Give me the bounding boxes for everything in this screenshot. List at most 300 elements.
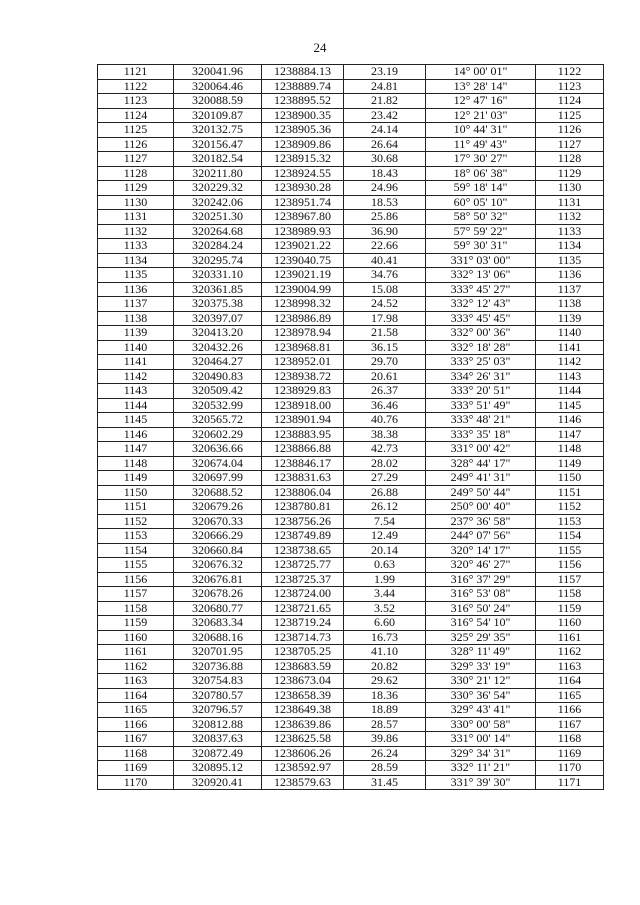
y-coordinate-cell: 1238780.81 <box>262 500 344 515</box>
point-to-cell: 1123 <box>536 79 604 94</box>
table-row <box>98 326 604 341</box>
page-number: 24 <box>313 40 327 55</box>
table-row <box>98 456 604 471</box>
distance-cell: 24.52 <box>344 297 426 312</box>
bearing-cell: 12° 47' 16" <box>426 94 536 109</box>
point-to-cell: 1150 <box>536 471 604 486</box>
bearing-cell: 18° 06' 38" <box>426 166 536 181</box>
table-row <box>98 427 604 442</box>
point-to-cell: 1168 <box>536 732 604 747</box>
table-row <box>98 137 604 152</box>
table-row <box>98 108 604 123</box>
y-coordinate-cell: 1238938.72 <box>262 369 344 384</box>
table-row <box>98 775 604 790</box>
point-from-cell: 1123 <box>98 94 174 109</box>
distance-cell: 24.81 <box>344 79 426 94</box>
x-coordinate-cell: 320920.41 <box>174 775 262 790</box>
x-coordinate-cell: 320211.80 <box>174 166 262 181</box>
point-to-cell: 1141 <box>536 340 604 355</box>
table-row <box>98 645 604 660</box>
table-row <box>98 94 604 109</box>
table-row <box>98 558 604 573</box>
table-row <box>98 79 604 94</box>
table-row <box>98 529 604 544</box>
point-from-cell: 1166 <box>98 717 174 732</box>
y-coordinate-cell: 1238866.88 <box>262 442 344 457</box>
point-to-cell: 1144 <box>536 384 604 399</box>
x-coordinate-cell: 320754.83 <box>174 674 262 689</box>
x-coordinate-cell: 320361.85 <box>174 282 262 297</box>
point-to-cell: 1157 <box>536 572 604 587</box>
y-coordinate-cell: 1238901.94 <box>262 413 344 428</box>
distance-cell: 16.73 <box>344 630 426 645</box>
coordinate-table <box>97 64 604 790</box>
point-from-cell: 1168 <box>98 746 174 761</box>
bearing-cell: 333° 48' 21" <box>426 413 536 428</box>
bearing-cell: 331° 00' 14" <box>426 732 536 747</box>
y-coordinate-cell: 1238721.65 <box>262 601 344 616</box>
bearing-cell: 320° 46' 27" <box>426 558 536 573</box>
distance-cell: 6.60 <box>344 616 426 631</box>
point-from-cell: 1122 <box>98 79 174 94</box>
x-coordinate-cell: 320636.66 <box>174 442 262 457</box>
bearing-cell: 332° 00' 36" <box>426 326 536 341</box>
y-coordinate-cell: 1238725.37 <box>262 572 344 587</box>
y-coordinate-cell: 1238989.93 <box>262 224 344 239</box>
point-to-cell: 1122 <box>536 65 604 80</box>
distance-cell: 42.73 <box>344 442 426 457</box>
bearing-cell: 332° 12' 43" <box>426 297 536 312</box>
table-row <box>98 688 604 703</box>
distance-cell: 20.61 <box>344 369 426 384</box>
distance-cell: 26.64 <box>344 137 426 152</box>
bearing-cell: 59° 18' 14" <box>426 181 536 196</box>
distance-cell: 0.63 <box>344 558 426 573</box>
point-to-cell: 1136 <box>536 268 604 283</box>
table-row <box>98 340 604 355</box>
x-coordinate-cell: 320678.26 <box>174 587 262 602</box>
bearing-cell: 13° 28' 14" <box>426 79 536 94</box>
y-coordinate-cell: 1239004.99 <box>262 282 344 297</box>
distance-cell: 29.62 <box>344 674 426 689</box>
table-row <box>98 485 604 500</box>
distance-cell: 18.36 <box>344 688 426 703</box>
table-row <box>98 572 604 587</box>
y-coordinate-cell: 1238986.89 <box>262 311 344 326</box>
table-row <box>98 616 604 631</box>
bearing-cell: 320° 14' 17" <box>426 543 536 558</box>
distance-cell: 15.08 <box>344 282 426 297</box>
x-coordinate-cell: 320872.49 <box>174 746 262 761</box>
distance-cell: 23.19 <box>344 65 426 80</box>
bearing-cell: 328° 11' 49" <box>426 645 536 660</box>
bearing-cell: 330° 00' 58" <box>426 717 536 732</box>
point-from-cell: 1163 <box>98 674 174 689</box>
y-coordinate-cell: 1238951.74 <box>262 195 344 210</box>
y-coordinate-cell: 1238884.13 <box>262 65 344 80</box>
distance-cell: 26.24 <box>344 746 426 761</box>
distance-cell: 36.46 <box>344 398 426 413</box>
point-to-cell: 1170 <box>536 761 604 776</box>
point-to-cell: 1140 <box>536 326 604 341</box>
point-from-cell: 1142 <box>98 369 174 384</box>
bearing-cell: 249° 50' 44" <box>426 485 536 500</box>
bearing-cell: 331° 03' 00" <box>426 253 536 268</box>
x-coordinate-cell: 320688.16 <box>174 630 262 645</box>
x-coordinate-cell: 320602.29 <box>174 427 262 442</box>
x-coordinate-cell: 320676.32 <box>174 558 262 573</box>
point-from-cell: 1167 <box>98 732 174 747</box>
distance-cell: 41.10 <box>344 645 426 660</box>
y-coordinate-cell: 1238900.35 <box>262 108 344 123</box>
y-coordinate-cell: 1238909.86 <box>262 137 344 152</box>
y-coordinate-cell: 1238725.77 <box>262 558 344 573</box>
point-from-cell: 1161 <box>98 645 174 660</box>
point-from-cell: 1128 <box>98 166 174 181</box>
y-coordinate-cell: 1238673.04 <box>262 674 344 689</box>
bearing-cell: 316° 50' 24" <box>426 601 536 616</box>
distance-cell: 34.76 <box>344 268 426 283</box>
x-coordinate-cell: 320674.04 <box>174 456 262 471</box>
x-coordinate-cell: 320837.63 <box>174 732 262 747</box>
point-from-cell: 1160 <box>98 630 174 645</box>
point-from-cell: 1162 <box>98 659 174 674</box>
point-to-cell: 1134 <box>536 239 604 254</box>
y-coordinate-cell: 1238579.63 <box>262 775 344 790</box>
point-to-cell: 1160 <box>536 616 604 631</box>
bearing-cell: 244° 07' 56" <box>426 529 536 544</box>
point-to-cell: 1155 <box>536 543 604 558</box>
y-coordinate-cell: 1238978.94 <box>262 326 344 341</box>
distance-cell: 23.42 <box>344 108 426 123</box>
table-row <box>98 659 604 674</box>
x-coordinate-cell: 320413.20 <box>174 326 262 341</box>
point-from-cell: 1121 <box>98 65 174 80</box>
point-from-cell: 1146 <box>98 427 174 442</box>
point-from-cell: 1127 <box>98 152 174 167</box>
table-row <box>98 181 604 196</box>
table-row <box>98 268 604 283</box>
point-to-cell: 1147 <box>536 427 604 442</box>
table-row <box>98 210 604 225</box>
table-row <box>98 297 604 312</box>
point-to-cell: 1163 <box>536 659 604 674</box>
point-to-cell: 1156 <box>536 558 604 573</box>
point-to-cell: 1131 <box>536 195 604 210</box>
table-row <box>98 442 604 457</box>
y-coordinate-cell: 1238714.73 <box>262 630 344 645</box>
point-to-cell: 1126 <box>536 123 604 138</box>
point-to-cell: 1165 <box>536 688 604 703</box>
x-coordinate-cell: 320156.47 <box>174 137 262 152</box>
point-from-cell: 1144 <box>98 398 174 413</box>
point-to-cell: 1129 <box>536 166 604 181</box>
distance-cell: 18.43 <box>344 166 426 181</box>
x-coordinate-cell: 320683.34 <box>174 616 262 631</box>
x-coordinate-cell: 320509.42 <box>174 384 262 399</box>
distance-cell: 24.96 <box>344 181 426 196</box>
distance-cell: 17.98 <box>344 311 426 326</box>
y-coordinate-cell: 1238831.63 <box>262 471 344 486</box>
x-coordinate-cell: 320464.27 <box>174 355 262 370</box>
distance-cell: 18.53 <box>344 195 426 210</box>
point-from-cell: 1154 <box>98 543 174 558</box>
bearing-cell: 332° 18' 28" <box>426 340 536 355</box>
y-coordinate-cell: 1238930.28 <box>262 181 344 196</box>
point-to-cell: 1149 <box>536 456 604 471</box>
x-coordinate-cell: 320182.54 <box>174 152 262 167</box>
bearing-cell: 331° 00' 42" <box>426 442 536 457</box>
point-from-cell: 1132 <box>98 224 174 239</box>
point-from-cell: 1157 <box>98 587 174 602</box>
point-to-cell: 1169 <box>536 746 604 761</box>
distance-cell: 20.82 <box>344 659 426 674</box>
distance-cell: 26.88 <box>344 485 426 500</box>
x-coordinate-cell: 320229.32 <box>174 181 262 196</box>
point-from-cell: 1136 <box>98 282 174 297</box>
distance-cell: 28.02 <box>344 456 426 471</box>
point-to-cell: 1125 <box>536 108 604 123</box>
distance-cell: 40.76 <box>344 413 426 428</box>
distance-cell: 24.14 <box>344 123 426 138</box>
x-coordinate-cell: 320432.26 <box>174 340 262 355</box>
distance-cell: 25.86 <box>344 210 426 225</box>
y-coordinate-cell: 1238705.25 <box>262 645 344 660</box>
distance-cell: 40.41 <box>344 253 426 268</box>
point-to-cell: 1128 <box>536 152 604 167</box>
bearing-cell: 14° 00' 01" <box>426 65 536 80</box>
distance-cell: 12.49 <box>344 529 426 544</box>
bearing-cell: 17° 30' 27" <box>426 152 536 167</box>
point-to-cell: 1130 <box>536 181 604 196</box>
table-body <box>98 65 604 790</box>
bearing-cell: 12° 21' 03" <box>426 108 536 123</box>
x-coordinate-cell: 320041.96 <box>174 65 262 80</box>
point-from-cell: 1137 <box>98 297 174 312</box>
point-from-cell: 1141 <box>98 355 174 370</box>
point-from-cell: 1149 <box>98 471 174 486</box>
point-to-cell: 1143 <box>536 369 604 384</box>
point-from-cell: 1129 <box>98 181 174 196</box>
point-from-cell: 1139 <box>98 326 174 341</box>
y-coordinate-cell: 1238658.39 <box>262 688 344 703</box>
bearing-cell: 332° 11' 21" <box>426 761 536 776</box>
distance-cell: 30.68 <box>344 152 426 167</box>
distance-cell: 7.54 <box>344 514 426 529</box>
x-coordinate-cell: 320490.83 <box>174 369 262 384</box>
y-coordinate-cell: 1238756.26 <box>262 514 344 529</box>
y-coordinate-cell: 1238905.36 <box>262 123 344 138</box>
point-to-cell: 1171 <box>536 775 604 790</box>
table-row <box>98 152 604 167</box>
point-to-cell: 1154 <box>536 529 604 544</box>
bearing-cell: 250° 00' 40" <box>426 500 536 515</box>
y-coordinate-cell: 1239040.75 <box>262 253 344 268</box>
distance-cell: 1.99 <box>344 572 426 587</box>
y-coordinate-cell: 1238924.55 <box>262 166 344 181</box>
y-coordinate-cell: 1238915.32 <box>262 152 344 167</box>
bearing-cell: 316° 54' 10" <box>426 616 536 631</box>
x-coordinate-cell: 320688.52 <box>174 485 262 500</box>
y-coordinate-cell: 1238625.58 <box>262 732 344 747</box>
point-from-cell: 1164 <box>98 688 174 703</box>
x-coordinate-cell: 320895.12 <box>174 761 262 776</box>
table-row <box>98 224 604 239</box>
y-coordinate-cell: 1238895.52 <box>262 94 344 109</box>
x-coordinate-cell: 320666.29 <box>174 529 262 544</box>
y-coordinate-cell: 1238592.97 <box>262 761 344 776</box>
table-row <box>98 500 604 515</box>
x-coordinate-cell: 320679.26 <box>174 500 262 515</box>
y-coordinate-cell: 1238639.86 <box>262 717 344 732</box>
bearing-cell: 329° 33' 19" <box>426 659 536 674</box>
x-coordinate-cell: 320397.07 <box>174 311 262 326</box>
x-coordinate-cell: 320251.30 <box>174 210 262 225</box>
distance-cell: 28.59 <box>344 761 426 776</box>
distance-cell: 27.29 <box>344 471 426 486</box>
bearing-cell: 11° 49' 43" <box>426 137 536 152</box>
bearing-cell: 329° 34' 31" <box>426 746 536 761</box>
point-to-cell: 1145 <box>536 398 604 413</box>
point-from-cell: 1150 <box>98 485 174 500</box>
bearing-cell: 249° 41' 31" <box>426 471 536 486</box>
point-to-cell: 1158 <box>536 587 604 602</box>
x-coordinate-cell: 320670.33 <box>174 514 262 529</box>
table-row <box>98 369 604 384</box>
distance-cell: 22.66 <box>344 239 426 254</box>
point-to-cell: 1152 <box>536 500 604 515</box>
table-row <box>98 601 604 616</box>
point-from-cell: 1140 <box>98 340 174 355</box>
x-coordinate-cell: 320331.10 <box>174 268 262 283</box>
x-coordinate-cell: 320532.99 <box>174 398 262 413</box>
point-to-cell: 1139 <box>536 311 604 326</box>
table-row <box>98 65 604 80</box>
distance-cell: 38.38 <box>344 427 426 442</box>
bearing-cell: 330° 36' 54" <box>426 688 536 703</box>
table-row <box>98 732 604 747</box>
table-row <box>98 674 604 689</box>
point-from-cell: 1134 <box>98 253 174 268</box>
point-to-cell: 1153 <box>536 514 604 529</box>
point-to-cell: 1132 <box>536 210 604 225</box>
table-row <box>98 253 604 268</box>
point-to-cell: 1162 <box>536 645 604 660</box>
table-row <box>98 166 604 181</box>
bearing-cell: 325° 29' 35" <box>426 630 536 645</box>
table-row <box>98 630 604 645</box>
distance-cell: 36.15 <box>344 340 426 355</box>
x-coordinate-cell: 320812.88 <box>174 717 262 732</box>
distance-cell: 20.14 <box>344 543 426 558</box>
x-coordinate-cell: 320796.57 <box>174 703 262 718</box>
distance-cell: 21.58 <box>344 326 426 341</box>
y-coordinate-cell: 1238968.81 <box>262 340 344 355</box>
point-from-cell: 1165 <box>98 703 174 718</box>
bearing-cell: 328° 44' 17" <box>426 456 536 471</box>
point-to-cell: 1164 <box>536 674 604 689</box>
x-coordinate-cell: 320680.77 <box>174 601 262 616</box>
point-from-cell: 1159 <box>98 616 174 631</box>
y-coordinate-cell: 1238649.38 <box>262 703 344 718</box>
point-from-cell: 1153 <box>98 529 174 544</box>
x-coordinate-cell: 320295.74 <box>174 253 262 268</box>
y-coordinate-cell: 1239021.22 <box>262 239 344 254</box>
table-row <box>98 543 604 558</box>
table-row <box>98 239 604 254</box>
bearing-cell: 332° 13' 06" <box>426 268 536 283</box>
point-from-cell: 1124 <box>98 108 174 123</box>
bearing-cell: 333° 25' 03" <box>426 355 536 370</box>
x-coordinate-cell: 320780.57 <box>174 688 262 703</box>
distance-cell: 26.37 <box>344 384 426 399</box>
y-coordinate-cell: 1238918.00 <box>262 398 344 413</box>
distance-cell: 21.82 <box>344 94 426 109</box>
table-row <box>98 587 604 602</box>
point-to-cell: 1161 <box>536 630 604 645</box>
point-to-cell: 1138 <box>536 297 604 312</box>
y-coordinate-cell: 1238846.17 <box>262 456 344 471</box>
point-from-cell: 1170 <box>98 775 174 790</box>
y-coordinate-cell: 1238749.89 <box>262 529 344 544</box>
x-coordinate-cell: 320132.75 <box>174 123 262 138</box>
y-coordinate-cell: 1238806.04 <box>262 485 344 500</box>
bearing-cell: 334° 26' 31" <box>426 369 536 384</box>
y-coordinate-cell: 1238719.24 <box>262 616 344 631</box>
bearing-cell: 10° 44' 31" <box>426 123 536 138</box>
x-coordinate-cell: 320676.81 <box>174 572 262 587</box>
table-row <box>98 703 604 718</box>
bearing-cell: 316° 37' 29" <box>426 572 536 587</box>
bearing-cell: 60° 05' 10" <box>426 195 536 210</box>
point-to-cell: 1166 <box>536 703 604 718</box>
x-coordinate-cell: 320064.46 <box>174 79 262 94</box>
bearing-cell: 331° 39' 30" <box>426 775 536 790</box>
table-row <box>98 514 604 529</box>
bearing-cell: 333° 35' 18" <box>426 427 536 442</box>
point-from-cell: 1135 <box>98 268 174 283</box>
point-from-cell: 1126 <box>98 137 174 152</box>
table-row <box>98 398 604 413</box>
point-from-cell: 1147 <box>98 442 174 457</box>
table-row <box>98 123 604 138</box>
point-from-cell: 1152 <box>98 514 174 529</box>
table-row <box>98 311 604 326</box>
point-from-cell: 1138 <box>98 311 174 326</box>
bearing-cell: 316° 53' 08" <box>426 587 536 602</box>
x-coordinate-cell: 320701.95 <box>174 645 262 660</box>
point-from-cell: 1133 <box>98 239 174 254</box>
distance-cell: 29.70 <box>344 355 426 370</box>
y-coordinate-cell: 1238967.80 <box>262 210 344 225</box>
point-from-cell: 1158 <box>98 601 174 616</box>
point-from-cell: 1148 <box>98 456 174 471</box>
point-to-cell: 1167 <box>536 717 604 732</box>
bearing-cell: 333° 51' 49" <box>426 398 536 413</box>
bearing-cell: 333° 45' 45" <box>426 311 536 326</box>
table-row <box>98 282 604 297</box>
table-row <box>98 761 604 776</box>
x-coordinate-cell: 320736.88 <box>174 659 262 674</box>
point-to-cell: 1142 <box>536 355 604 370</box>
table-row <box>98 355 604 370</box>
bearing-cell: 333° 20' 51" <box>426 384 536 399</box>
point-to-cell: 1159 <box>536 601 604 616</box>
y-coordinate-cell: 1238738.65 <box>262 543 344 558</box>
table-row <box>98 384 604 399</box>
bearing-cell: 237° 36' 58" <box>426 514 536 529</box>
x-coordinate-cell: 320284.24 <box>174 239 262 254</box>
